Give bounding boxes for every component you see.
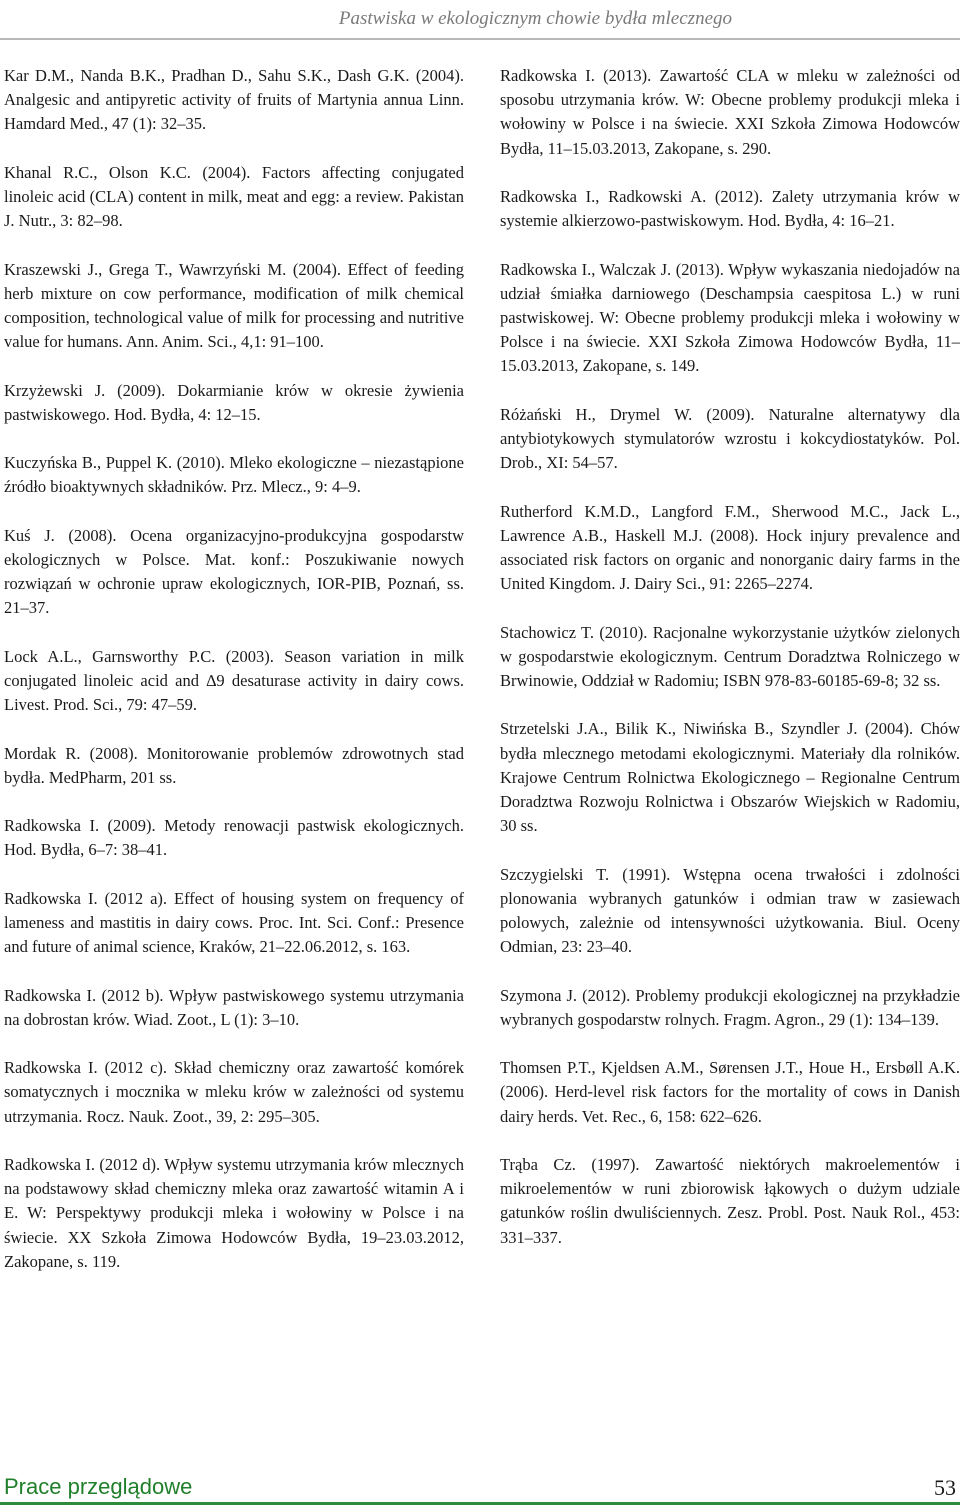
running-title: Pastwiska w ekologicznym chowie bydła mlecznego: [338, 8, 732, 29]
reference-entry: Krzyżewski J. (2009). Dokarmianie krów w okresie żywienia pastwiskowego. Hod. Bydła, 4: 12–15.: [4, 380, 464, 424]
reference-entry: Kuś J. (2008). Ocena organizacyjno-produkcyjna gospodarstw ekologicznych w Polsce. Mat. konf.: Poszukiwanie nowych rozwiązań w ochronie upraw ekologicznych, IOR-PIB, Poznań, ss. 21–37.: [4, 525, 464, 618]
references-right-column: [500, 64, 960, 1274]
reference-entry: Mordak R. (2008). Monitorowanie problemów zdrowotnych stad bydła. MedPharm, 201 ss.: [4, 743, 464, 787]
reference-entry: Kuczyńska B., Puppel K. (2010). Mleko ekologiczne – niezastąpione źródło bioaktywnych składników. Prz. Mlecz., 9: 4–9.: [4, 453, 464, 497]
reference-entry: Szczygielski T. (1991). Wstępna ocena trwałości i zdolności plonowania wybranych gatunków i odmian traw w zasiewach polowych, zależnie od intensywności użytkowania. Biul. Oceny Odmian, 23: 23–40.: [500, 864, 960, 957]
reference-entry: Radkowska I. (2012 a). Effect of housing system on frequency of lameness and mastitis in dairy cows. Proc. Int. Sci. Conf.: Presence and future of animal science, Kraków, 21–22.06.2012, s. 163.: [4, 888, 464, 957]
reference-entry: Radkowska I. (2012 c). Skład chemiczny oraz zawartość komórek somatycznych i mocznika w mleku krów w zależności od systemu utrzymania. Rocz. Nauk. Zoot., 39, 2: 295–305.: [4, 1058, 464, 1126]
footer-rule: [0, 1502, 960, 1505]
header-rule: [0, 38, 960, 40]
reference-entry: Radkowska I., Walczak J. (2013). Wpływ wykaszania niedojadów na udział śmiałka darniowego (Deschampsia caespitosa L.) w runi pastwiskowej. W: Obecne problemy produkcji mleka i wołowiny w Polsce i na świecie. XXI Szkoła Zimowa Hodowców Bydła, 11–15.03.2013, Zakopane, s. 149.: [500, 259, 960, 376]
reference-entry: Radkowska I. (2012 d). Wpływ systemu utrzymania krów mlecznych na podstawowy skład chemiczny mleka oraz zawartość witamin A i E. W: Perspektywy produkcji mleka i wołowiny w Polsce i na świecie. XX Szkoła Zimowa Hodowców Bydła, 19–23.03.2012, Zakopane, s. 119.: [4, 1154, 464, 1271]
reference-entry: Thomsen P.T., Kjeldsen A.M., Sørensen J.T., Houe H., Ersbøll A.K. (2006). Herd-level risk factors for the mortality of cows in Danish dairy herds. Vet. Rec., 6, 158: 622–626.: [500, 1058, 960, 1126]
reference-entry: Stachowicz T. (2010). Racjonalne wykorzystanie użytków zielonych w gospodarstwie ekologicznym. Centrum Doradztwa Rolniczego w Brwinowie, Oddział w Radomiu; ISBN 978-83-60185-69-8; 32 ss.: [500, 622, 960, 690]
reference-entry: Kar D.M., Nanda B.K., Pradhan D., Sahu S.K., Dash G.K. (2004). Analgesic and antipyretic activity of fruits of Martynia annua Linn. Hamdard Med., 47 (1): 32–35.: [4, 66, 464, 134]
reference-entry: Radkowska I. (2009). Metody renowacji pastwisk ekologicznych. Hod. Bydła, 6–7: 38–41.: [4, 816, 464, 860]
reference-entry: Szymona J. (2012). Problemy produkcji ekologicznej na przykładzie wybranych gospodarstw rolnych. Fragm. Agron., 29 (1): 134–139.: [500, 985, 960, 1029]
reference-entry: Khanal R.C., Olson K.C. (2004). Factors affecting conjugated linoleic acid (CLA) content in milk, meat and egg: a review. Pakistan J. Nutr., 3: 82–98.: [4, 162, 464, 231]
references-left-column: [4, 64, 464, 1298]
reference-entry: Różański H., Drymel W. (2009). Naturalne alternatywy dla antybiotykowych stymulatorów wzrostu i kokcydiostatyków. Pol. Drob., XI: 54–57.: [500, 404, 960, 473]
page-number: 53: [934, 1475, 956, 1500]
reference-entry: Lock A.L., Garnsworthy P.C. (2003). Season variation in milk conjugated linoleic acid and ∆9 desaturase activity in dairy cows. Livest. Prod. Sci., 79: 47–59.: [4, 646, 464, 715]
reference-entry: Radkowska I. (2012 b). Wpływ pastwiskowego systemu utrzymania na dobrostan krów. Wiad. Zoot., L (1): 3–10.: [4, 985, 464, 1029]
reference-entry: Kraszewski J., Grega T., Wawrzyński M. (2004). Effect of feeding herb mixture on cow performance, modification of milk chemical composition, technological value of milk for processing and nutritive value for humans. Ann. Anim. Sci., 4,1: 91–100.: [4, 259, 464, 352]
reference-entry: Trąba Cz. (1997). Zawartość niektórych makroelementów i mikroelementów w runi zbiorowisk łąkowych o dużym udziale gatunków roślin dwuliściennych. Zesz. Probl. Post. Nauk Rol., 453: 331–337.: [500, 1154, 960, 1247]
section-label: Prace przeglądowe: [4, 1474, 193, 1499]
reference-entry: Radkowska I., Radkowski A. (2012). Zalety utrzymania krów w systemie alkierzowo-pastwiskowym. Hod. Bydła, 4: 16–21.: [500, 187, 960, 231]
reference-entry: Radkowska I. (2013). Zawartość CLA w mleku w zależności od sposobu utrzymania krów. W: Obecne problemy produkcji mleka i wołowiny w Polsce i na świecie. XXI Szkoła Zimowa Hodowców Bydła, 11–15.03.2013, Zakopane, s. 290.: [500, 66, 960, 158]
reference-entry: Strzetelski J.A., Bilik K., Niwińska B., Szyndler J. (2004). Chów bydła mlecznego metodami ekologicznymi. Materiały dla rolników. Krajowe Centrum Rolnictwa Ekologicznego – Regionalne Centrum Doradztwa Rozwoju Rolnictwa i Obszarów Wiejskich w Radomiu, 30 ss.: [500, 719, 960, 836]
reference-entry: Rutherford K.M.D., Langford F.M., Sherwood M.C., Jack L., Lawrence A.B., Haskell M.J. (2008). Hock injury prevalence and associated risk factors on organic and nonorganic dairy farms in the United Kingdom. J. Dairy Sci., 91: 2265–2274.: [500, 501, 960, 594]
